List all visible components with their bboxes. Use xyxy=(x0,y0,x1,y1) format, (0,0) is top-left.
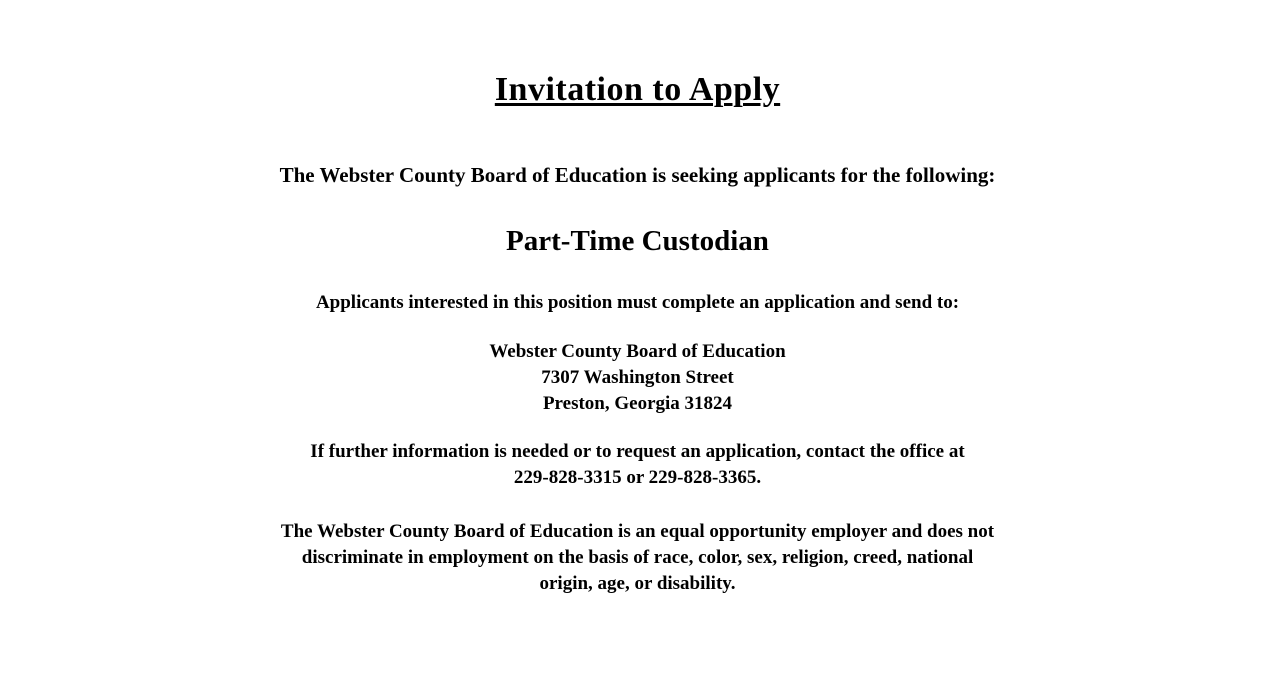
address-line-city: Preston, Georgia 31824 xyxy=(542,392,733,414)
intro-text: The Webster County Board of Education is seeking applicants for the following: xyxy=(279,162,996,187)
eeo-line-1: The Webster County Board of Education is an equal opportunity employer and does not xyxy=(280,520,995,542)
eeo-line-3: origin, age, or disability. xyxy=(539,572,736,594)
page-title-text: Invitation to Apply xyxy=(494,71,781,108)
page-title xyxy=(0,0,1275,111)
eeo-statement xyxy=(178,519,1098,597)
contact-text: If further information is needed or to request an application, contact the office at xyxy=(310,440,965,462)
phone-numbers: 229-828-3315 or 229-828-3365. xyxy=(513,466,762,488)
position-title: Part-Time Custodian xyxy=(506,224,769,257)
address-block xyxy=(0,339,1275,417)
instructions-text: Applicants interested in this position must complete an application and send to: xyxy=(315,291,960,313)
address-line-street: 7307 Washington Street xyxy=(541,366,734,388)
eeo-line-2: discriminate in employment on the basis of race, color, sex, religion, creed, national xyxy=(301,546,974,568)
address-line-org: Webster County Board of Education xyxy=(489,340,786,362)
contact-block xyxy=(188,439,1088,491)
